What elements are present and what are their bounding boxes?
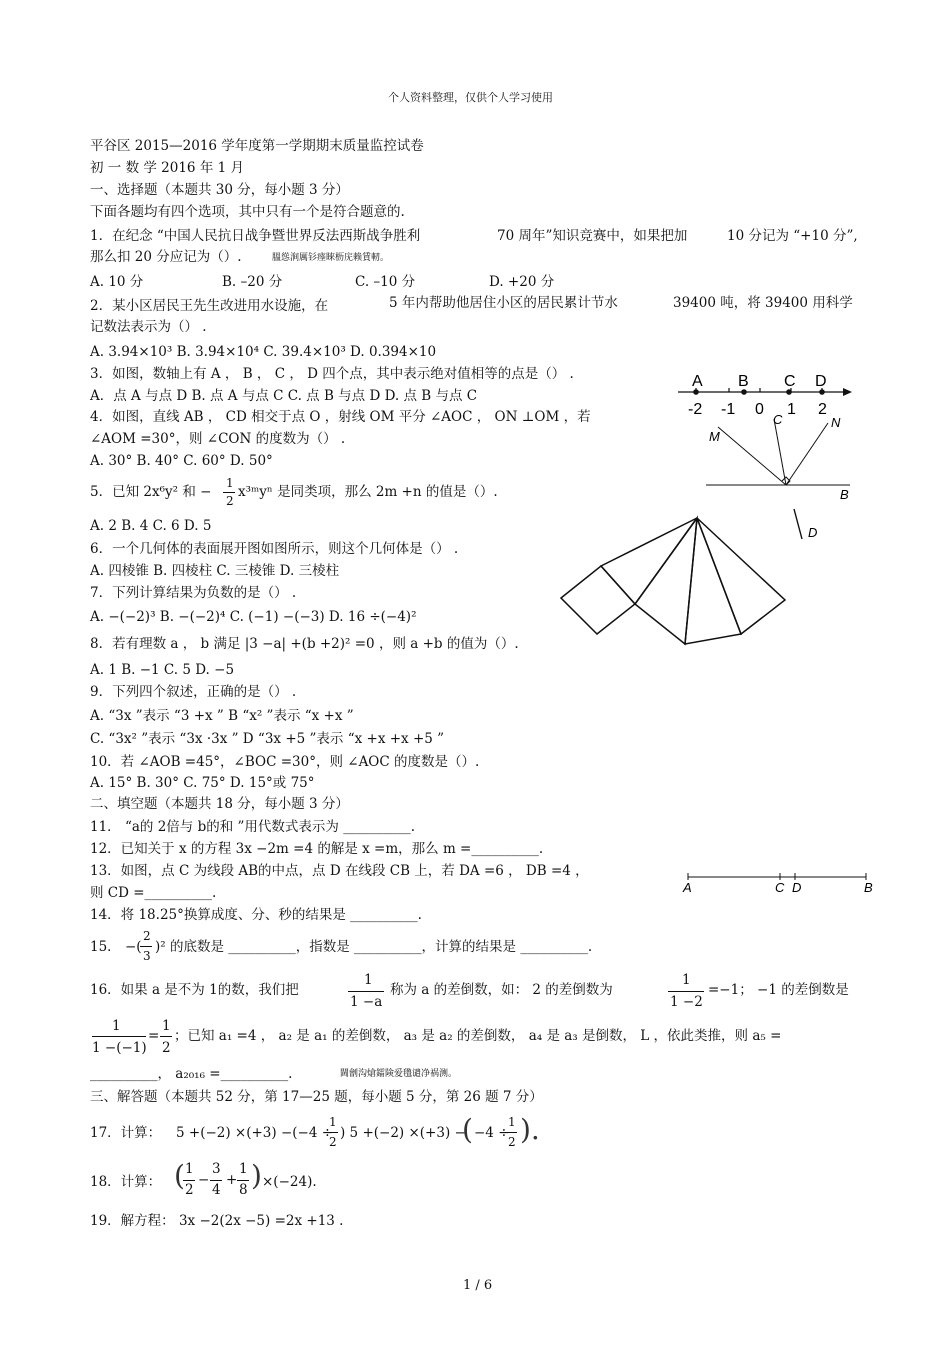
q1-line-c: 10 分记为 “+10 分”, [727,228,858,244]
point-a [693,389,699,395]
q7-options: A. −(−2)³ B. −(−2)⁴ C. (−1) −(−3) D. 16 ÷(−4)² [90,609,417,625]
q1-option-b: B. –20 分 [222,274,283,290]
q18-tail: ×(−24). [262,1174,317,1190]
q16-frac3-num: 1 [112,1018,121,1034]
q9-option-ab: A. “3x ”表示 “3 +x ” B “x² ”表示 “x +x ” [90,708,354,724]
net-face-2 [635,518,697,644]
section-1-intro: 下面各题均有四个选项，其中只有一个是符合题意的. [90,204,405,220]
number-line-arrow [843,388,852,396]
q15-frac-bar [140,946,152,947]
q8-line-a: 8．若有理数 a ， b 满足 |3 −a| +(b +2)² =0 ，则 a +b 的值为（）. [90,636,519,652]
q16-frac2-den: 1 −2 [670,994,703,1010]
q16-frac2-bar [668,991,704,992]
q2-options: A. 3.94×10³ B. 3.94×10⁴ C. 39.4×10³ D. 0.394×10 [90,344,437,360]
q1-line-b: 70 周年”知识竞赛中，如果把加 [497,228,688,244]
q15-frac-num: 2 [143,929,151,943]
label-c: C [773,412,783,427]
q5-options: A. 2 B. 4 C. 6 D. 5 [90,518,212,534]
q18-minus: − [198,1172,210,1188]
q18-paren-open: ( [174,1159,185,1192]
point-c [786,389,792,395]
label-b: B [738,373,749,390]
q2-line-b: 5 年内帮助他居住小区的居民累计节水 [389,295,618,311]
q18-f3-den: 8 [239,1182,248,1198]
q18-plus: + [226,1172,238,1188]
q13-line-a: 13．如图，点 C 为线段 AB的中点，点 D 在线段 CB 上，若 DA =6 ， DB =4 ， [90,863,589,879]
net-face-4 [697,518,785,634]
section-2-title: 二、填空题（本题共 18 分，每小题 3 分） [90,796,349,812]
q11: 11． “a的 2倍与 b的和 ”用代数式表示为 __________. [90,819,416,835]
q16-line-3: __________， a₂₀₁₆ =__________. [90,1066,293,1082]
net-face-3 [685,518,741,644]
q16-frac3-bar [92,1036,146,1037]
q16-line-2: ；已知 a₁ =4 ， a₂ 是 a₁ 的差倒数， a₃ 是 a₂ 的差倒数， a₄ 是 a₃ 是倒数， L ，依此类推，则 a₅ = [174,1028,782,1044]
q18-f2-num: 3 [212,1161,221,1177]
q18-f1-num: 1 [185,1161,194,1177]
q2-line-c: 39400 吨，将 39400 用科学 [673,295,853,311]
q9-line-a: 9．下列四个叙述，正确的是（） . [90,684,297,700]
label-d: D [792,880,802,895]
q14: 14．将 18.25°换算成度、分、秒的结果是 __________. [90,907,422,923]
tick-label: -1 [721,401,736,418]
q17-frac-c-num: 1 [508,1115,516,1129]
q17-paren-close: ). [520,1113,540,1146]
q17-frac-c-bar [505,1132,517,1133]
q4-options: A. 30° B. 40° C. 60° D. 50° [90,453,273,469]
q7-line-a: 7．下列计算结果为负数的是（） . [90,585,297,601]
q5-frac-bar [223,492,235,493]
section-3-title: 三、解答题（本题共 52 分，第 17—25 题，每小题 5 分，第 26 题 7 分） [90,1089,543,1105]
net-square-left [561,566,635,634]
q16-middle: 称为 a 的差倒数，如： 2 的差倒数为 [390,982,613,998]
page-number: 1 / 6 [463,1278,493,1293]
tick-label: 0 [755,401,764,418]
q18-label: 18．计算： [90,1174,162,1190]
q6-line-a: 6．一个几何体的表面展开图如图所示，则这个几何体是（） . [90,541,459,557]
q16-frac4-num: 1 [162,1018,171,1034]
q17-label: 17．计算： [90,1125,162,1141]
q17-expr-a: 5 +(−2) ×(+3) −(−4 ÷ [176,1125,334,1141]
q18-f1-den: 2 [185,1182,194,1198]
q16-frac4-den: 2 [162,1040,171,1056]
net-face-1 [601,518,697,604]
q5-line-a: 5．已知 2x⁶y² 和 − [90,484,212,500]
q4-line-a: 4．如图，直线 AB ， CD 相交于点 O ，射线 OM 平分 ∠AOC ， ON ⊥OM ，若 [90,409,591,425]
section-1-title: 一、选择题（本题共 30 分，每小题 3 分） [90,182,349,198]
q16-frac3-den: 1 −(−1) [92,1040,147,1056]
label-m: M [709,429,720,444]
label-a: A [692,373,703,390]
q8-options: A. 1 B. −1 C. 5 D. −5 [90,662,235,678]
ray-on [786,423,828,485]
q18-f2-bar [210,1180,222,1181]
page-header: 个人资料整理，仅供个人学习使用 [388,91,553,104]
label-d: D [815,373,827,390]
ray-om [718,427,786,485]
label-n: N [831,415,841,430]
label-d: D [808,525,818,540]
q18-f2-den: 4 [212,1182,221,1198]
q6-options: A. 四棱锥 B. 四棱柱 C. 三棱锥 D. 三棱柱 [90,563,340,579]
q16-equals: = [148,1028,160,1044]
q1-option-a: A. 10 分 [90,274,144,290]
q1-garble: 膃慫涧厲钐瘗睞枥庑赖賃軔。 [272,253,390,263]
q2-line-a: 2．某小区居民王先生改进用水设施，在 [90,298,329,314]
q18-f1-bar [183,1180,195,1181]
tick-label: -2 [688,401,703,418]
q5-frac-num: 1 [226,476,234,490]
q18-paren-close: ) [251,1159,262,1192]
point-d [819,389,825,395]
q19: 19．解方程： 3x −2(2x −5) =2x +13 . [90,1213,344,1229]
q17-paren-open: ( [462,1113,473,1146]
q1-option-d: D. +20 分 [489,274,555,290]
q15-prefix: 15． −( [90,939,142,955]
q16-frac2-num: 1 [682,972,691,988]
q5-line-b: x³ᵐyⁿ 是同类项，那么 2m +n 的值是（）. [238,484,498,500]
point-b [741,389,747,395]
q15-suffix: )² 的底数是 __________，指数是 __________，计算的结果是 __________. [155,939,593,955]
q12: 12．已知关于 x 的方程 3x −2m =4 的解是 x =m，那么 m =__________. [90,841,544,857]
q9-option-cd: C. “3x² ”表示 “3x ·3x ” D “3x +5 ”表示 “x +x +x +5 ” [90,731,445,747]
exam-subtitle: 初 一 数 学 2016 年 1 月 [90,160,244,176]
q1-option-c: C. –10 分 [355,274,416,290]
q17-frac-a-bar [326,1132,338,1133]
q17-expr-c: −4 ÷ [474,1125,510,1141]
q16-suffix: =−1； −1 的差倒数是 [708,982,849,998]
q17-expr-b: ) 5 +(−2) ×(+3) − [340,1125,466,1141]
label-b: B [864,880,873,895]
q3-options: A．点 A 与点 D B. 点 A 与点 C C. 点 B 与点 D D. 点 B 与点 C [90,388,478,404]
q18-f3-bar [237,1180,249,1181]
tick-label: 2 [818,401,827,418]
q2-line-d: 记数法表示为（） . [90,319,207,335]
q3-line-a: 3．如图，数轴上有 A ， B ， C ， D 四个点，其中表示绝对值相等的点是（） . [90,366,574,382]
q1-line-a: 1．在纪念 “中国人民抗日战争暨世界反法西斯战争胜利 [90,228,421,244]
q16-frac1-den: 1 −a [350,994,383,1010]
tick-label: 1 [787,401,796,418]
q16-prefix: 16．如果 a 是不为 1的数，我们把 [90,982,299,998]
q16-frac1-bar [348,991,384,992]
q10-line-a: 10．若 ∠AOB =45°，∠BOC =30°，则 ∠AOC 的度数是（）. [90,754,480,770]
q17-frac-c-den: 2 [508,1135,516,1149]
exam-title: 平谷区 2015—2016 学年度第一学期期末质量监控试卷 [90,138,424,154]
label-a: A [683,880,692,895]
label-b: B [840,487,849,502]
q16-frac4-bar [160,1036,172,1037]
q15-frac-den: 3 [143,949,151,963]
q16-garble: 閫劊沟熗鐳険爱氇谴净祸测。 [340,1069,458,1079]
pyramid-net-figure [555,512,795,647]
q18-f3-num: 1 [239,1161,248,1177]
q10-options: A. 15° B. 30° C. 75° D. 15°或 75° [90,775,315,791]
segment-figure [678,866,878,896]
q17-frac-a-den: 2 [329,1135,337,1149]
q4-line-b: ∠AOM =30°，则 ∠CON 的度数为（） . [90,431,346,447]
line-cd-lower [794,509,802,539]
q1-line-d: 那么扣 20 分应记为（）. [90,249,242,265]
q13-line-b: 则 CD =__________. [90,885,217,901]
label-c: C [775,880,785,895]
q16-frac1-num: 1 [364,972,373,988]
q17-frac-a-num: 1 [329,1115,337,1129]
label-c: C [784,373,796,390]
q5-frac-den: 2 [226,494,234,508]
line-cd-upper [774,419,786,485]
